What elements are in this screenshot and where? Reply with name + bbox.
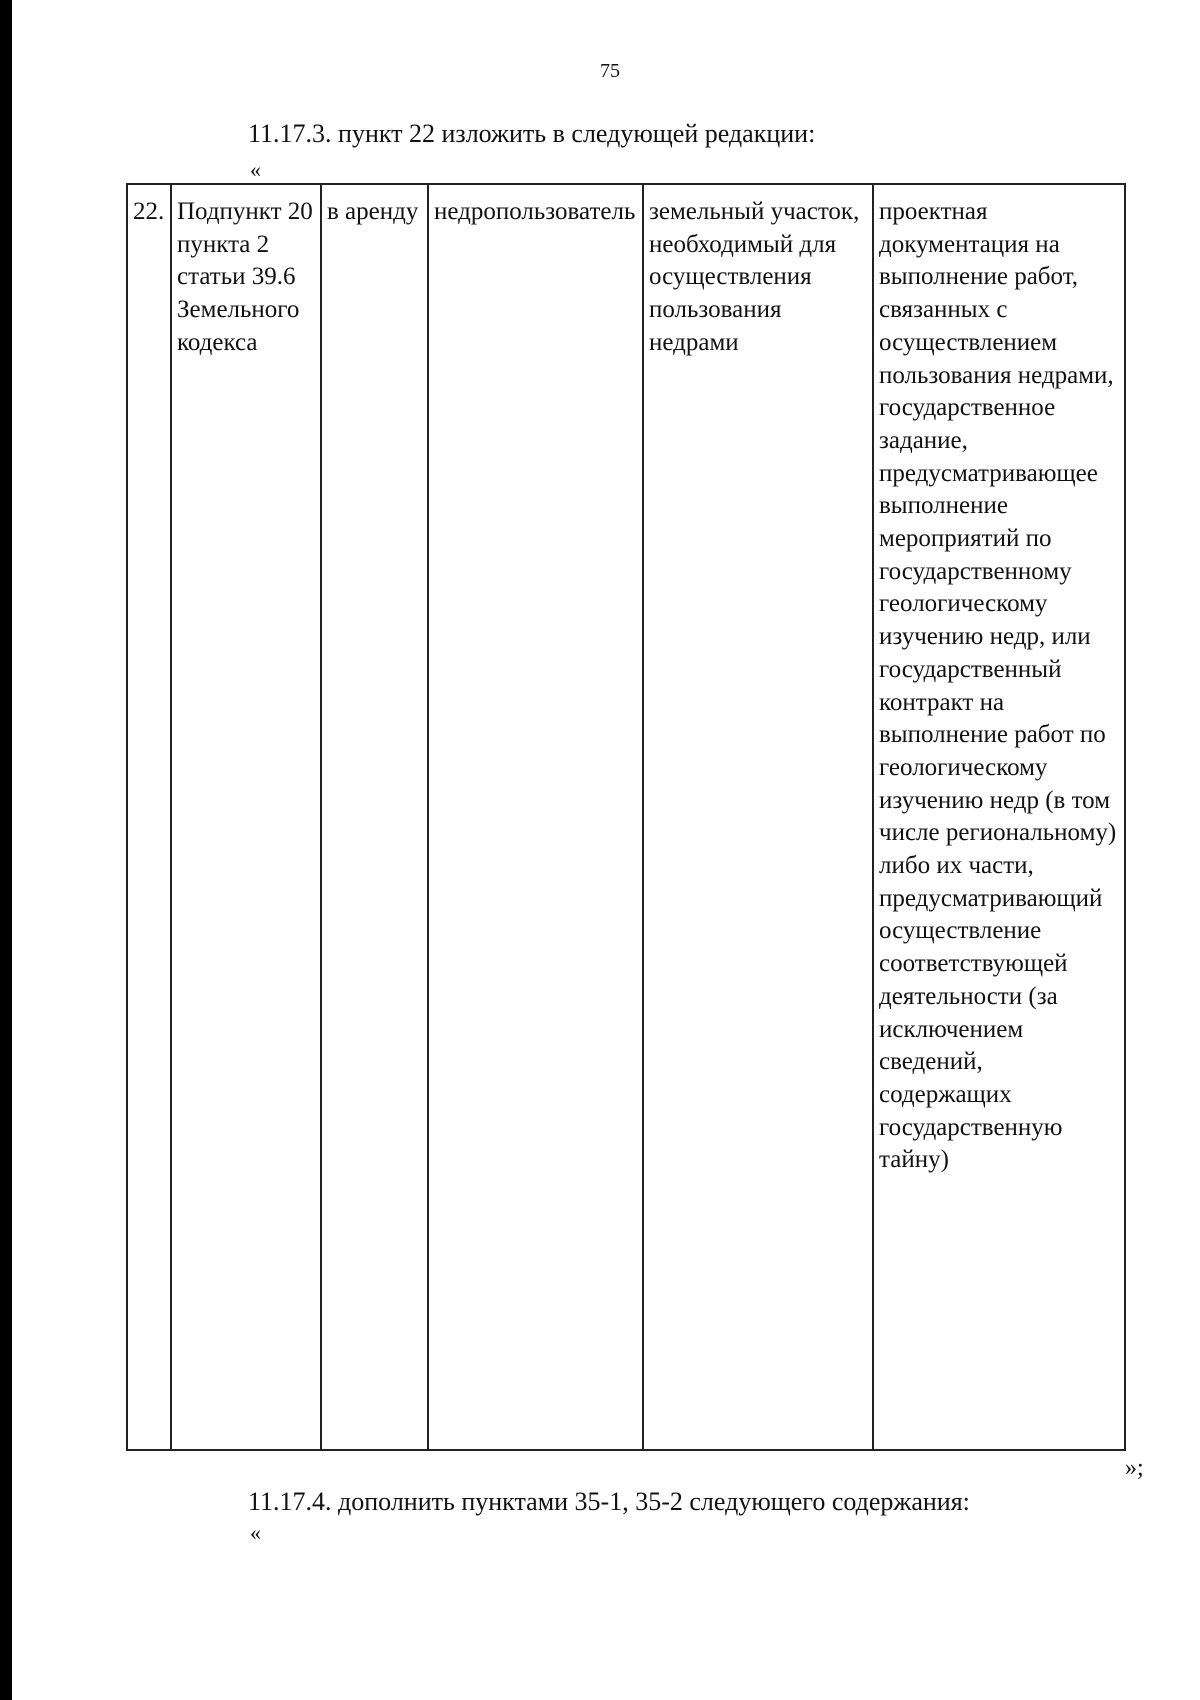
page-number: 75: [600, 60, 620, 82]
land-plot-cell: земельный участок, необходимый для осуществления пользования недрами: [643, 184, 873, 1450]
section-heading-11-17-4: 11.17.4. дополнить пунктами 35-1, 35-2 следующего содержания:: [248, 1487, 970, 1516]
amendment-table: [126, 183, 1126, 1451]
legal-basis-cell: Подпункт 20 пункта 2 статьи 39.6 Земельного кодекса: [171, 184, 321, 1450]
closing-quote: »;: [1125, 1455, 1144, 1481]
documents-cell: проектная документация на выполнение работ, связанных с осуществлением пользования недрами, государственное задание, предусматривающее выполнение мероприятий по государственному геологическому изучению недр, или государственный контракт на выполнение работ по геологическому изучению недр (в том числе региональному) либо их части, предусматривающий осуществление соответствующей деятельности (за исключением сведений, содержащих государственную тайну): [873, 184, 1125, 1450]
section-heading-11-17-3: 11.17.3. пункт 22 изложить в следующей редакции:: [248, 119, 816, 148]
table-row: [127, 184, 1125, 1450]
scan-edge: [0, 0, 12, 1700]
opening-quote: «: [250, 157, 261, 182]
opening-quote-2: «: [250, 1520, 261, 1545]
applicant-cell: недропользователь: [428, 184, 643, 1450]
row-number-cell: 22.: [127, 184, 171, 1450]
right-type-cell: в аренду: [321, 184, 428, 1450]
